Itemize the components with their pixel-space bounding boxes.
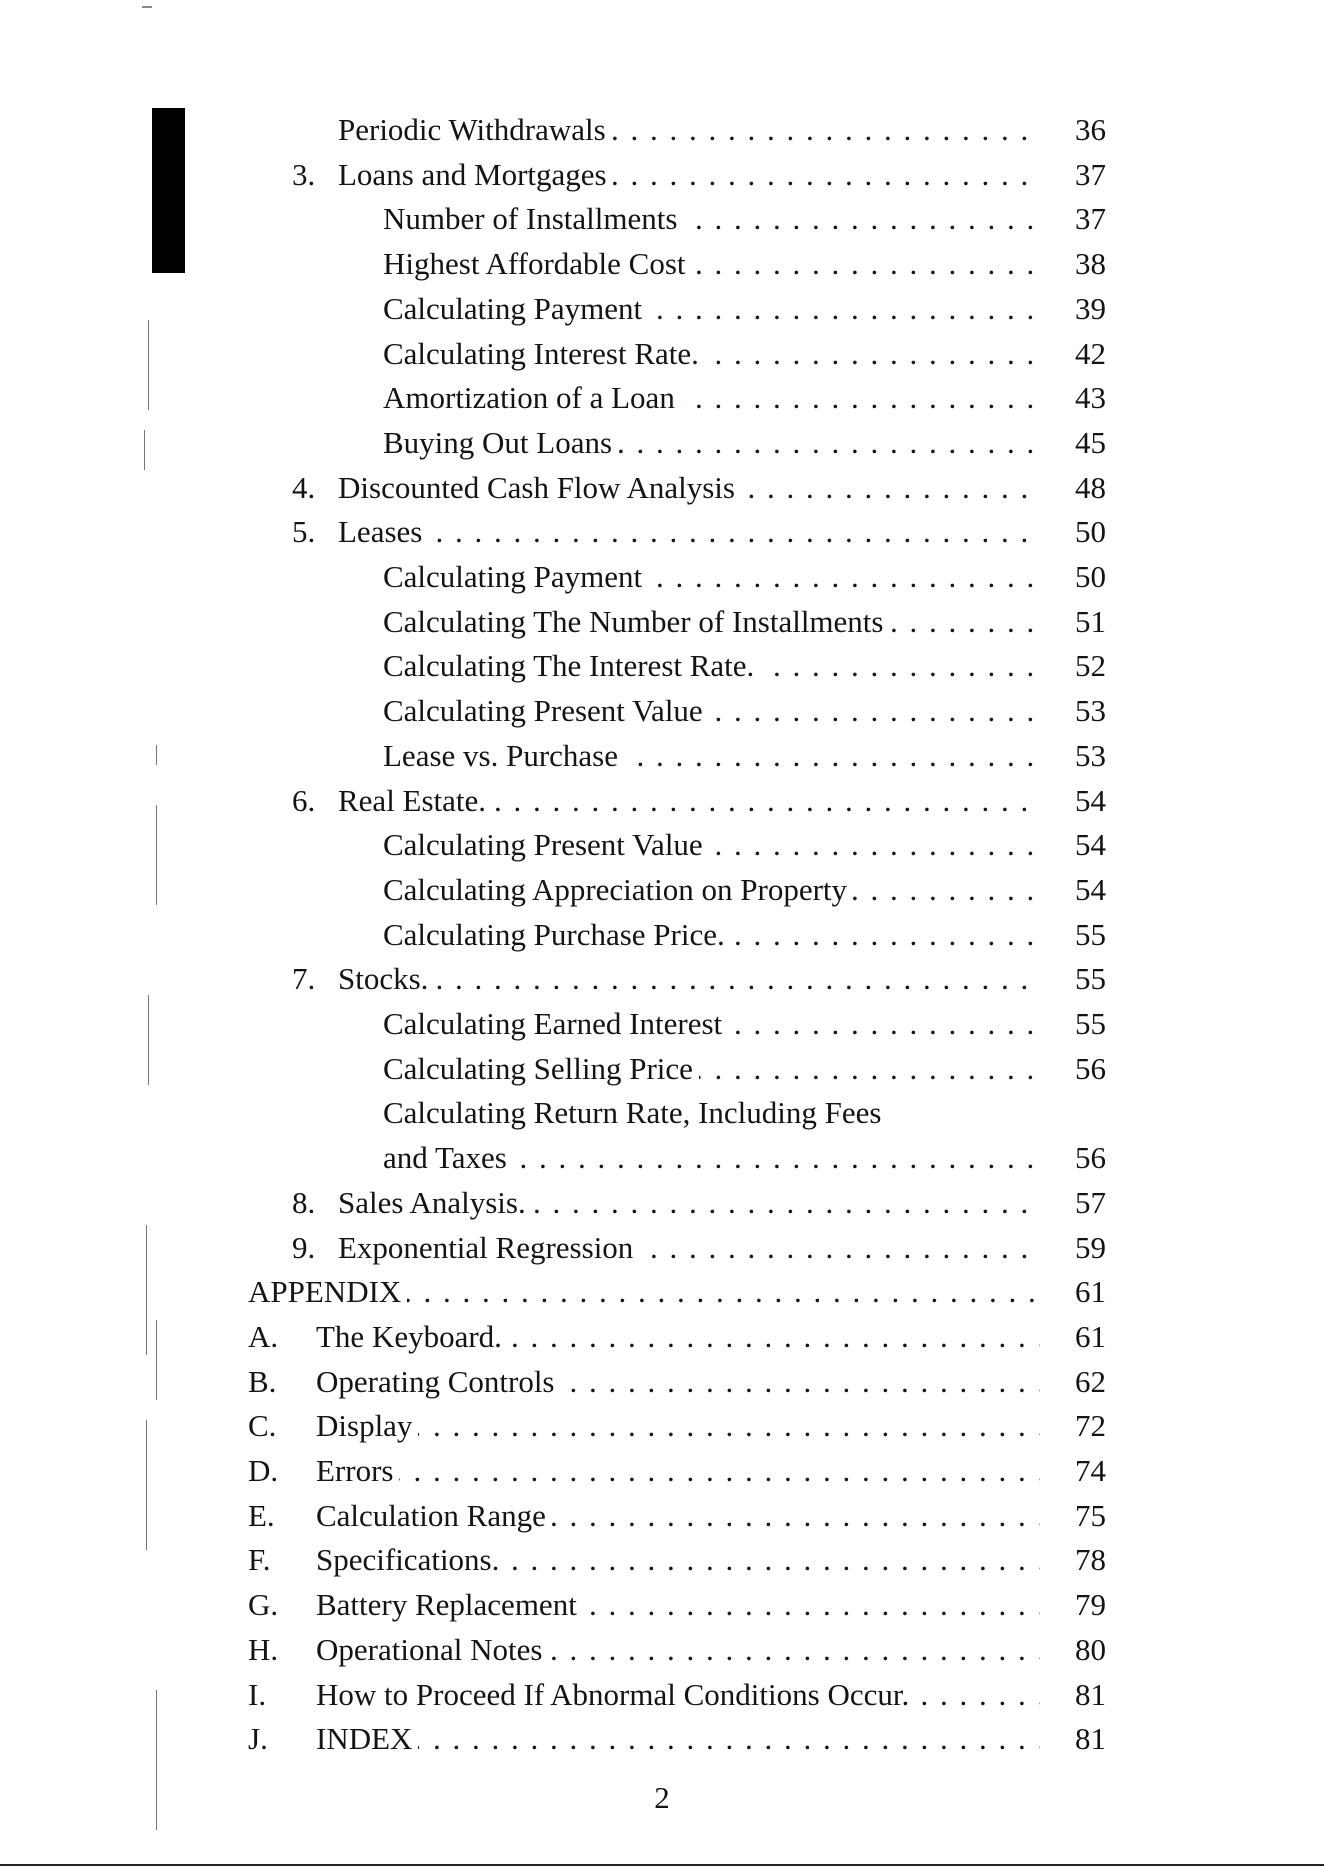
toc-entry-number: B. xyxy=(248,1364,277,1399)
toc-entry-title xyxy=(316,1404,1040,1448)
toc-entry-title xyxy=(383,868,1040,912)
toc-entry xyxy=(0,108,1324,152)
toc-entry xyxy=(0,600,1324,644)
toc-entry-page: 39 xyxy=(1075,291,1106,326)
toc-entry-title-text: Buying Out Loans xyxy=(383,425,618,460)
toc-entry-page: 53 xyxy=(1075,738,1106,773)
scan-bottom-edge xyxy=(0,1864,1324,1866)
toc-entry-number: 4. xyxy=(292,470,316,505)
toc-entry-title-text: Calculating Return Rate, Including Fees xyxy=(383,1095,887,1130)
toc-entry-page: 43 xyxy=(1075,380,1106,415)
toc-entry xyxy=(0,779,1324,823)
toc-entry xyxy=(0,913,1324,957)
toc-entry-title-text: Highest Affordable Cost xyxy=(383,246,692,281)
toc-entry-title-text: Discounted Cash Flow Analysis xyxy=(338,470,741,505)
toc-entry xyxy=(0,555,1324,599)
toc-entry xyxy=(0,734,1324,778)
toc-entry-page: 55 xyxy=(1075,1006,1106,1041)
toc-entry-number: 6. xyxy=(292,783,316,818)
toc-entry xyxy=(0,421,1324,465)
toc-entry-title-text: INDEX xyxy=(316,1721,418,1756)
toc-entry xyxy=(0,332,1324,376)
toc-entry-page: 45 xyxy=(1075,425,1106,460)
toc-entry-title-text: Amortization of a Loan xyxy=(383,380,681,415)
toc-entry xyxy=(0,1136,1324,1180)
toc-entry-title-text: Calculating Selling Price xyxy=(383,1051,699,1086)
toc-entry-number: F. xyxy=(248,1542,271,1577)
toc-entry-page: 61 xyxy=(1075,1274,1106,1309)
toc-entry-title xyxy=(316,1538,1040,1582)
toc-entry xyxy=(0,1538,1324,1582)
toc-entry xyxy=(0,689,1324,733)
toc-entry-page: 36 xyxy=(1075,112,1106,147)
toc-entry xyxy=(0,1717,1324,1761)
toc-entry-title xyxy=(383,823,1040,867)
toc-entry-title xyxy=(383,1136,1040,1180)
toc-entry-title-text: Specifications. xyxy=(316,1542,505,1577)
toc-entry-page: 55 xyxy=(1075,961,1106,996)
toc-entry-page: 37 xyxy=(1075,201,1106,236)
toc-entry-title-text: Battery Replacement xyxy=(316,1587,583,1622)
toc-entry-title xyxy=(248,1270,1040,1314)
toc-entry-page: 61 xyxy=(1075,1319,1106,1354)
toc-entry-title xyxy=(383,332,1040,376)
toc-entry-title xyxy=(338,108,1040,152)
toc-entry-page: 57 xyxy=(1075,1185,1106,1220)
toc-entry-title xyxy=(316,1360,1040,1404)
toc-entry-title xyxy=(338,779,1040,823)
toc-entry-number: E. xyxy=(248,1498,275,1533)
toc-entry-title xyxy=(316,1673,1040,1717)
toc-entry-title-text: Sales Analysis. xyxy=(338,1185,532,1220)
toc-entry-title-text: Calculating The Number of Installments xyxy=(383,604,889,639)
toc-entry-title-text: and Taxes xyxy=(383,1140,513,1175)
toc-entry-page: 42 xyxy=(1075,336,1106,371)
toc-entry-title xyxy=(383,1002,1040,1046)
toc-entry-page: 54 xyxy=(1075,872,1106,907)
toc-entry xyxy=(0,1181,1324,1225)
toc-entry-title-text: Display xyxy=(316,1408,418,1443)
toc-entry-title-text: Loans and Mortgages xyxy=(338,157,613,192)
toc-entry-title-text: Lease vs. Purchase xyxy=(383,738,624,773)
toc-entry-title-text: Calculating Payment xyxy=(383,291,648,326)
toc-entry-number: J. xyxy=(248,1721,268,1756)
toc-entry-title xyxy=(338,466,1040,510)
toc-entry-title-text: Calculation Range xyxy=(316,1498,552,1533)
toc-entry-page: 56 xyxy=(1075,1140,1106,1175)
toc-entry-number: 7. xyxy=(292,961,316,996)
toc-entry-title-text: Operational Notes xyxy=(316,1632,548,1667)
toc-entry-title-text: Calculating Present Value xyxy=(383,827,709,862)
toc-entry xyxy=(0,1628,1324,1672)
toc-entry-title-text: How to Proceed If Abnormal Conditions Occur. xyxy=(316,1677,915,1712)
toc-entry-page: 54 xyxy=(1075,827,1106,862)
toc-entry-title-text: The Keyboard. xyxy=(316,1319,508,1354)
toc-entry-title-text: Calculating Interest Rate. xyxy=(383,336,705,371)
toc-entry-title-text: Operating Controls xyxy=(316,1364,561,1399)
toc-entry-title xyxy=(316,1315,1040,1359)
toc-entry-page: 78 xyxy=(1075,1542,1106,1577)
toc-entry-title xyxy=(383,689,1040,733)
toc-entry-title-text: Calculating Purchase Price. xyxy=(383,917,731,952)
toc-entry xyxy=(0,1270,1324,1314)
toc-entry-page: 51 xyxy=(1075,604,1106,639)
toc-entry-title-text: Calculating Payment xyxy=(383,559,648,594)
toc-entry xyxy=(0,1449,1324,1493)
toc-entry xyxy=(0,1494,1324,1538)
toc-entry-title xyxy=(316,1583,1040,1627)
toc-entry-page: 55 xyxy=(1075,917,1106,952)
toc-entry-title xyxy=(338,1181,1040,1225)
toc-entry-title xyxy=(383,555,1040,599)
toc-entry-page: 80 xyxy=(1075,1632,1106,1667)
toc-entry-page: 81 xyxy=(1075,1721,1106,1756)
toc-entry-title-text: Errors xyxy=(316,1453,399,1488)
toc-entry-title xyxy=(316,1628,1040,1672)
toc-entry-number: G. xyxy=(248,1587,279,1622)
page-number: 2 xyxy=(654,1780,670,1815)
toc-entry-number: 9. xyxy=(292,1230,316,1265)
toc-entry-title-text: Calculating Present Value xyxy=(383,693,709,728)
toc-entry-title-text: Calculating The Interest Rate. xyxy=(383,648,760,683)
toc-entry-number: A. xyxy=(248,1319,279,1354)
toc-entry-title xyxy=(383,734,1040,778)
toc-entry xyxy=(0,466,1324,510)
toc-entry xyxy=(0,287,1324,331)
toc-entry-number: H. xyxy=(248,1632,279,1667)
toc-entry-page: 54 xyxy=(1075,783,1106,818)
toc-entry-number: D. xyxy=(248,1453,279,1488)
toc-entry xyxy=(0,1315,1324,1359)
toc-entry xyxy=(0,153,1324,197)
toc-entry-number: 5. xyxy=(292,514,316,549)
toc-entry xyxy=(0,868,1324,912)
toc-entry-page: 50 xyxy=(1075,514,1106,549)
toc-entry-page: 53 xyxy=(1075,693,1106,728)
toc-entry xyxy=(0,1047,1324,1091)
toc-entry xyxy=(0,510,1324,554)
toc-entry-title xyxy=(338,957,1040,1001)
toc-entry xyxy=(0,644,1324,688)
toc-entry xyxy=(0,1226,1324,1270)
toc-entry-title-text: Exponential Regression xyxy=(338,1230,639,1265)
toc-entry-title xyxy=(383,644,1040,688)
toc-entry-page: 38 xyxy=(1075,246,1106,281)
toc-entry-number: 8. xyxy=(292,1185,316,1220)
toc-entry-title-text: Real Estate. xyxy=(338,783,492,818)
toc-entry xyxy=(0,1002,1324,1046)
toc-entry xyxy=(0,1404,1324,1448)
toc-entry-title-text: Periodic Withdrawals xyxy=(338,112,612,147)
toc-entry xyxy=(0,957,1324,1001)
toc-entry xyxy=(0,242,1324,286)
toc-entry-title-text: Leases xyxy=(338,514,428,549)
toc-entry-title xyxy=(338,153,1040,197)
toc-entry xyxy=(0,1673,1324,1717)
toc-entry-title xyxy=(338,510,1040,554)
toc-entry-page: 37 xyxy=(1075,157,1106,192)
toc-entry-title xyxy=(383,242,1040,286)
toc-entry-page: 52 xyxy=(1075,648,1106,683)
toc-entry-title xyxy=(383,197,1040,241)
toc-entry-page: 59 xyxy=(1075,1230,1106,1265)
toc-entry-page: 75 xyxy=(1075,1498,1106,1533)
toc-entry-title xyxy=(383,421,1040,465)
toc-entry-title xyxy=(316,1494,1040,1538)
toc-entry-page: 79 xyxy=(1075,1587,1106,1622)
toc-entry xyxy=(0,197,1324,241)
toc-entry-number: C. xyxy=(248,1408,277,1443)
toc-entry-number: I. xyxy=(248,1677,267,1712)
toc-entry-title xyxy=(316,1449,1040,1493)
toc-entry-page: 56 xyxy=(1075,1051,1106,1086)
toc-entry-title-text: Stocks. xyxy=(338,961,434,996)
toc-entry xyxy=(0,1091,1324,1135)
toc-entry-title xyxy=(383,1047,1040,1091)
toc-entry xyxy=(0,376,1324,420)
scan-mark xyxy=(142,6,152,8)
toc-entry xyxy=(0,823,1324,867)
toc-entry-title xyxy=(338,1226,1040,1270)
toc-entry-title-text: Calculating Earned Interest xyxy=(383,1006,728,1041)
toc-entry-title xyxy=(383,1091,1040,1135)
toc-entry-page: 50 xyxy=(1075,559,1106,594)
toc-entry-page: 62 xyxy=(1075,1364,1106,1399)
toc-entry-page: 72 xyxy=(1075,1408,1106,1443)
toc-entry-title-text: Calculating Appreciation on Property xyxy=(383,872,853,907)
toc-entry-title xyxy=(316,1717,1040,1761)
toc-entry-title xyxy=(383,913,1040,957)
toc-entry-title-text: APPENDIX xyxy=(248,1274,407,1309)
toc-entry-title-text: Number of Installments xyxy=(383,201,683,236)
toc-entry xyxy=(0,1583,1324,1627)
toc-entry-title xyxy=(383,376,1040,420)
toc-entry xyxy=(0,1360,1324,1404)
toc-entry-title xyxy=(383,600,1040,644)
toc-entry-page: 81 xyxy=(1075,1677,1106,1712)
toc-entry-number: 3. xyxy=(292,157,316,192)
toc-entry-page: 74 xyxy=(1075,1453,1106,1488)
toc-entry-page: 48 xyxy=(1075,470,1106,505)
toc-entry-title xyxy=(383,287,1040,331)
